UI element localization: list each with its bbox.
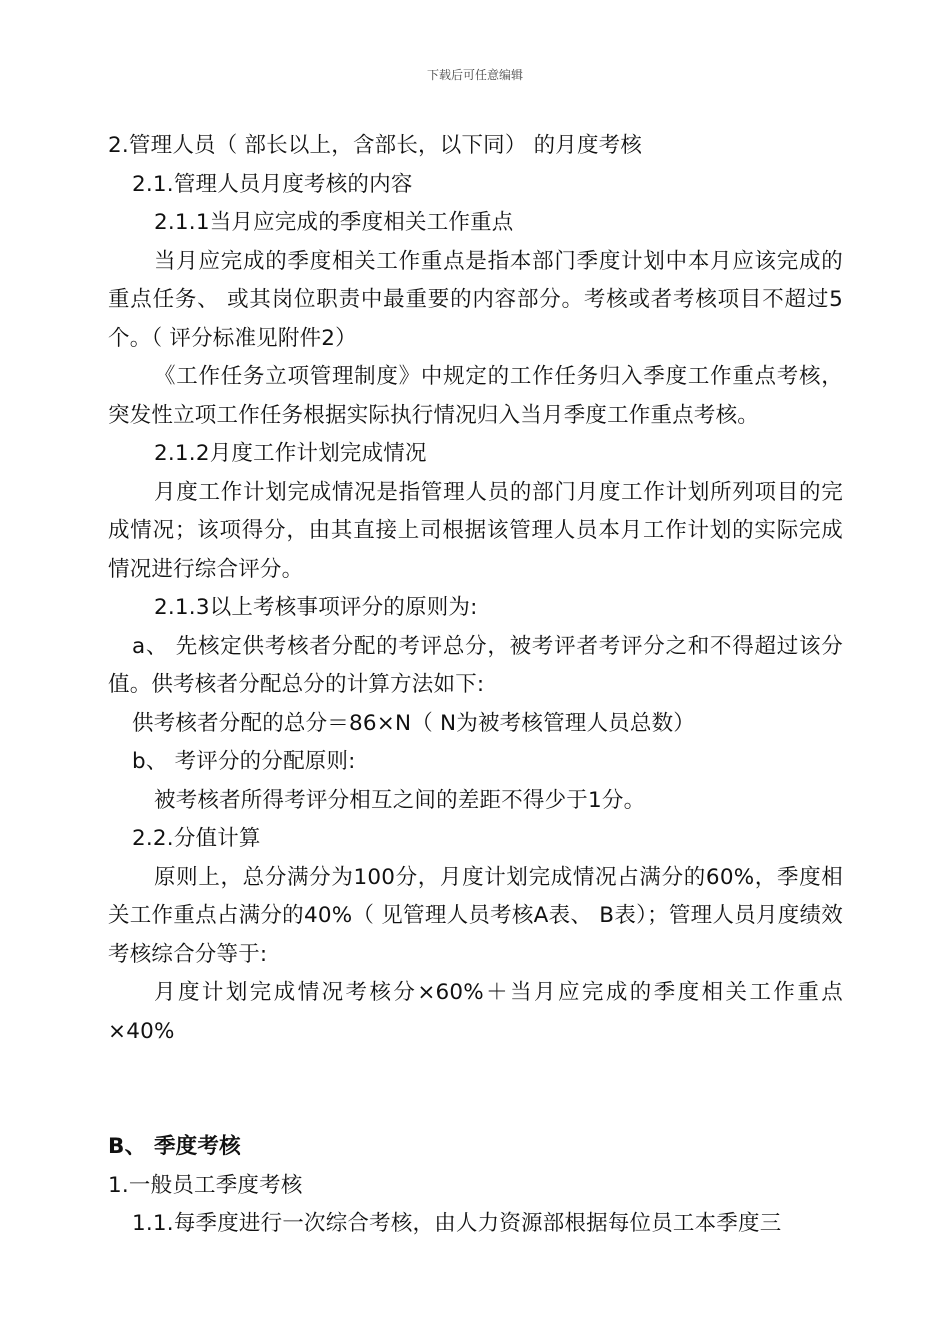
heading-scoring-principles: 2.1.3以上考核事项评分的原则为: bbox=[154, 595, 478, 620]
formula-composite-score: 月度计划完成情况考核分×60%＋当月应完成的季度相关工作重点×40% bbox=[108, 980, 843, 1044]
paragraph-score-calculation: 原则上，总分满分为100分，月度计划完成情况占满分的60%，季度相关工作重点占满分的40%（ 见管理人员考核A表、 B表）；管理人员月度绩效考核综合分等于: bbox=[108, 864, 843, 967]
paragraph-principle-a: a、 先核定供考核者分配的考评总分，被考评者考评分之和不得超过该分值。供考核者分配总分的计算方法如下: bbox=[108, 633, 843, 697]
paragraph-monthly-plan-completion: 月度工作计划完成情况是指管理人员的部门月度工作计划所列项目的完成情况；该项得分，由其直接上司根据该管理人员本月工作计划的实际完成情况进行综合评分。 bbox=[108, 479, 843, 582]
paragraph-task-management-system: 《工作任务立项管理制度》中规定的工作任务归入季度工作重点考核，突发性立项工作任务根据实际执行情况归入当月季度工作重点考核。 bbox=[108, 364, 843, 428]
paragraph-quarterly-key-work: 当月应完成的季度相关工作重点是指本部门季度计划中本月应该完成的重点任务、 或其岗位职责中最重要的内容部分。考核或者考核项目不超过5个。（ 评分标准见附件2） bbox=[108, 248, 843, 351]
page-header-note: 下载后可任意编辑 bbox=[426, 68, 523, 82]
formula-total-score: 供考核者分配的总分＝86×N（ N为被考核管理人员总数） bbox=[132, 710, 695, 736]
heading-management-monthly-assessment: 2.管理人员（ 部长以上，含部长，以下同） 的月度考核 bbox=[108, 133, 643, 158]
document-body bbox=[108, 127, 843, 1244]
heading-monthly-plan-completion: 2.1.2月度工作计划完成情况 bbox=[154, 441, 427, 466]
section-gap bbox=[108, 1051, 843, 1128]
heading-quarterly-key-work: 2.1.1当月应完成的季度相关工作重点 bbox=[154, 210, 514, 235]
paragraph-quarterly-comprehensive: 1.1.每季度进行一次综合考核，由人力资源部根据每位员工本季度三 bbox=[132, 1211, 782, 1236]
paragraph-principle-b-body: 被考核者所得考评分相互之间的差距不得少于1分。 bbox=[154, 787, 646, 813]
heading-general-staff-quarterly: 1.一般员工季度考核 bbox=[108, 1172, 303, 1198]
heading-assessment-content: 2.1.管理人员月度考核的内容 bbox=[132, 171, 413, 197]
heading-score-calculation: 2.2.分值计算 bbox=[132, 826, 261, 851]
paragraph-principle-b: b、 考评分的分配原则: bbox=[132, 749, 356, 774]
heading-quarterly-assessment: B、 季度考核 bbox=[108, 1134, 241, 1159]
